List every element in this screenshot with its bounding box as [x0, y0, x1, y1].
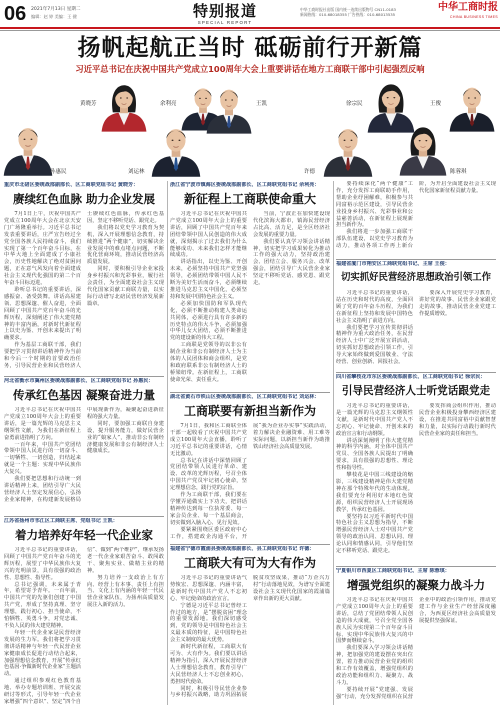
article-body [170, 575, 330, 706]
paragraph: 总书记在讲话中深情回顾了党团结带领人民进行革命、建设、改革的光辉历程，号召全体中国共产党员牢记初心使命，坚定理想信念，践行党的宗旨。 [170, 457, 247, 492]
article-headline: 新征程上工商联使命重大 [183, 192, 316, 206]
article-byline: 四川省攀枝花市东区委统战部副部长、区工商联党组书记 徐宗民： [336, 374, 486, 380]
paragraph: 习近平总书记的重要讲话，站在历史和时代的高度，全面回顾了党的百年奋斗历程，为我们在新征程上坚持和发展中国特色社会主义指明了前进方向。 [336, 290, 413, 324]
article-byline: 福建省厦门市翔安区工商联党组书记、主席 王俊： [336, 261, 450, 267]
paragraph: 我们将以党史学习教育为契机，深入开展理想信念教育，持续推进“两个健康”，切实解决企业发展中的难点堵点问题，不断优化营商环境，推动民营经济高质量发展。 [87, 224, 164, 266]
portrait-image [398, 121, 448, 177]
paragraph: 宁德是习近平总书记曾经工作过的地方，是“摆脱贫困”理念的重要发源地。我们深切感受到，党的领导是中国特色社会主义最本质的特征，是中国特色社会主义制度的最大优势。 [170, 602, 247, 644]
portrait-image [150, 121, 202, 177]
portrait-caption: 许德 [304, 169, 316, 175]
portrait-caption: 黄晓芳 [80, 101, 97, 107]
paragraph: 要发挥商会组织作用，推动民营企业积极投身攀西经济区建设，在推进共同富裕中贡献智慧和力量，以实际行动践行新时代民营企业家的责任和担当。 [419, 403, 496, 437]
paragraph: 新时代新征程，工商联大有可为、大有作为。我们要以讲话精神为指引，深入开展民营经济人士理想信念教育，教育引导广大民营经济人士不忘创业初心，勇担时代使命。 [170, 644, 247, 685]
portrait-image [205, 81, 253, 135]
paragraph: 要坚持以习近平新时代中国特色社会主义思想为指导，不断增强民营经济人士对中国共产党领导的政治认同、思想认同、理论认同和情感认同，引导他们坚定不移听党话、跟党走。 [336, 513, 413, 555]
paragraph: 习近平总书记的重要讲话，是一篇光辉的马克思主义纲领性文献，是新时代中国共产党人不忘初心、牢记使命、开创未来的政治宣言和行动纲领。 [336, 403, 413, 437]
article-beibei [4, 181, 164, 374]
section-title-english: SPECIAL REPORT [197, 20, 253, 25]
article-body-continued [336, 181, 496, 257]
article-xiangan [336, 259, 496, 371]
article-headline: 引导民营经济人士听党话跟党走 [341, 385, 491, 397]
paragraph: 讲话深刻阐明了伟大建党精神的科学内涵，对全体中国共产党员、全国各族人民提出了明确要求，具有很强的思想性、理论性和指导性。 [336, 437, 413, 472]
portrait-image [322, 121, 374, 177]
paragraph: 我们要把学习宣传贯彻讲话精神作为重大政治任务，在民营经济人士中广泛开展宣讲活动，切实抓好思想政治引领工作，引导大家始终做到爱国敬业、守法经营、创业创新、回报社会。 [336, 324, 413, 366]
paragraph: 要持续深化“两个健康”工作，充分发挥工商联助手作用，帮助企业纾困解难，积极参与共同富裕示范区建设，引导民营企业投身乡村振兴、光彩事业和公益慈善活动，在新征程上展现新担当新作为。 [336, 181, 413, 229]
newspaper-logo: 中华工商时报 [438, 2, 498, 13]
article-zhenhai [170, 181, 330, 390]
article-xixia [336, 566, 496, 706]
paragraph: 要紧紧围绕区委区政府中心工作，搭建政企沟通平台，开展“我为企业办实事”实践活动，着力解决企业融资难、用工难等实际问题，以新担当新作为助推铁山经济社会高质量发展。 [170, 423, 330, 540]
article-byline: 河北省衡水市冀州区委统战部副部长、区工商联党组书记 孙惠民： [4, 378, 154, 384]
paragraph: 总书记强调，未来属于青年，希望寄予青年。一百年前，中国共产党的先驱们创建了中国共产党，形成了坚持真理、坚守理想，践行初心、担当使命，不怕牺牲、英勇斗争，对党忠诚、不负人民的伟大建党精神。 [4, 581, 81, 629]
paragraph: 我们要把思想和行动统一到讲话精神上来，团结引导广大民营经济人士坚定发展信心，弘扬企业家精神，在构建新发展格局中展现新作为，凝聚起奋进新征程的强大力量。 [4, 407, 164, 503]
paragraph: 同时，要加强工商联自身建设，提升服务能力，做好民营企业的“娘家人”，推动非公有制经济健康发展和非公有制经济人士健康成长。 [87, 420, 164, 455]
paragraph: 作为工商联干部，我们要在学懂弄通做实上下功夫，把讲话精神传达到每一位执常委、每一家会员企业、每一个基层商会，切实做到入脑入心、见行见效。 [170, 492, 247, 526]
article-byline: 福建省宁德市霞浦县委统战部副部长、县工商联党组书记 许德： [170, 546, 315, 552]
paragraph: 攀枝花是中国三线建设的缩影，三线建设精神是伟大建党精神在那个特殊年代的生动体现。我们要充分利用好本地红色资源，组织民营经济人士开展现场教学，传承红色基因。 [336, 472, 413, 513]
publication-info [300, 7, 432, 17]
paragraph: 我们将进一步加强工商联干部队伍建设，以党史学习教育为动力，推动各项工作再上新台阶，为开启全面建设社会主义现代化国家新征程贡献力量。 [336, 181, 496, 250]
article-body [336, 403, 496, 565]
article-xiapu [170, 544, 330, 706]
article-jizhou [4, 376, 164, 515]
portrait-gallery [0, 77, 500, 179]
article-body [4, 211, 164, 374]
paragraph: 必须加快国防和军队现代化，必须不断推动构建人类命运共同体，必须进行具有许多新的历史特点的伟大斗争，必须加强中华儿女大团结，必须不断推进党的建设新的伟大工程。 [170, 300, 247, 342]
paragraph: 习近平总书记在庆祝中国共产党成立100周年大会上的重要讲话，总结了党团结带领人民创造的伟大成就，号召全党全国各族人民为实现第二个百年奋斗目标、实现中华民族伟大复兴的中国梦而继续奋斗。 [336, 597, 413, 645]
portrait-caption: 陈蓉琪 [450, 169, 467, 175]
portrait-caption: 徐宗民 [346, 101, 363, 107]
portrait-photo [205, 81, 253, 135]
portrait-image [448, 79, 496, 133]
paragraph: 聆听总书记的重要讲话，深感振奋、备受鼓舞。讲话高屋建瓴、思想深邃、催人奋进，全面回顾了中国共产党百年奋斗的光辉历程，深刻阐述了伟大建党精神的丰富内涵，对新时代新征程上以史为鉴、开创未来提出了明确要求。 [4, 286, 81, 342]
article-body [336, 597, 496, 706]
paragraph: 我们要认真学习领会讲话精神，切实把学习成果转化为推动工作的强大动力，坚持政治建会、团结立会、服务兴会、改革强会，团结引导广大民营企业家坚定不移听党话、感党恩、跟党走。 [253, 238, 330, 287]
paragraph: 同时，积极引导民营企业参与乡村振兴战略，助力巩固拓展脱贫攻坚成果，推动“万企兴万村”行动落地见效，为谱写全面建设社会主义现代化国家的霞浦篇章作出新的更大贡献。 [170, 575, 330, 699]
article-headline: 着力培养好年轻一代企业家 [15, 528, 153, 542]
portrait-caption: 孙惠民 [50, 169, 67, 175]
article-tieshan [170, 392, 330, 543]
section-title: 特别报道 [192, 2, 257, 20]
portrait-photo [448, 79, 496, 133]
paragraph: 习近平总书记在庆祝中国共产党成立100周年大会上的重要讲话，是一篇光辉的马克思主义纲领性文献，为我们在新征程上奋勇前进指明了方向。 [4, 407, 81, 441]
column-divider [167, 181, 168, 705]
column-divider [333, 181, 334, 705]
paragraph: 年轻一代企业家是民营经济发展的生力军。我们将把学习贯彻讲话精神与年轻一代民营企业家健康成长促进行动结合起来，加强理想信念教育，开展“传承红色基因·争做新时代企业家”主题活动。 [4, 629, 81, 678]
portrait-image [2, 119, 54, 177]
article-hanjiang [4, 516, 164, 706]
paragraph: 习近平总书记的重要讲话气势恢宏、思想深邃、内涵丰富，是新时代中国共产党人不忘初心、牢记使命的政治宣言。 [170, 575, 247, 602]
sub-headline: 习近平总书记在庆祝中国共产党成立100周年大会上重要讲话在地方工商联干部中引起强烈反响 [75, 64, 425, 74]
editor-credit: 编辑：赵 婷 美编：王 健 [31, 14, 77, 19]
article-headline: 切实抓好民营经济思想政治引领工作 [340, 272, 491, 283]
paragraph: 讲话指出，以史为鉴、开创未来，必须坚持中国共产党坚强领导，必须团结带领中国人民不断为美好生活而奋斗，必须继续推进马克思主义中国化，必须坚持和发展中国特色社会主义。 [170, 259, 247, 300]
paragraph: 作为基层工商联干部，我们要把学习贯彻讲话精神作为当前和今后一个时期的首要政治任务，引导民营企业和民营经济人士赓续红色血脉，传承红色基因，坚定不移听党话、跟党走。 [4, 211, 164, 369]
article-body [4, 407, 164, 514]
portrait-caption: 余利亮 [160, 101, 177, 107]
portrait-photo [322, 121, 374, 177]
header-rule-thin [0, 30, 500, 31]
paragraph: 努力培养一支政治上有方向、经营上有本事、责任上有担当、文化上有内涵的年轻一代民营企业家队伍，为扬州高质量发展注入新的活力。 [87, 574, 164, 609]
portrait-photo [150, 121, 202, 177]
portrait-photo [100, 79, 148, 133]
paragraph: 当前，宁波正在加快建设现代化滨海大都市，镇海民营经济占比高、活力足，是全区经济社会发展的重要力量。 [253, 211, 330, 238]
portrait-caption: 王俊 [430, 101, 442, 107]
page-number: 06 [4, 3, 27, 25]
article-headline: 赓续红色血脉 助力企业发展 [12, 192, 155, 206]
portrait-caption: 王凯 [256, 101, 268, 107]
paragraph: 一百年来，中国共产党团结带领中国人民进行的一切奋斗、一切牺牲、一切创造，归结起来就是一个主题：实现中华民族伟大复兴。 [4, 441, 81, 476]
article-body [4, 547, 164, 706]
article-byline: 宁夏银川市西夏区工商联党组书记、主席 陈蓉琪： [336, 568, 450, 574]
article-headline: 增强党组织的凝聚力战斗力 [347, 578, 485, 592]
article-body [170, 211, 330, 390]
header-rule [0, 27, 500, 29]
paragraph: 7月1日，我和区工商联全体干部一起收看了庆祝中国共产党成立100周年大会直播，聆听了习近平总书记的重要讲话，心情无比激动。 [170, 423, 247, 457]
paragraph: 习近平总书记在庆祝中国共产党成立100周年大会上的重要讲话，回顾了中国共产党百年来团结带领中国人民创造的伟大成就，深刻揭示了过去我们为什么能够成功、未来我们怎样才能继续成功。 [170, 211, 247, 259]
paragraph: 要深入开展党史学习教育，讲好党的故事、民营企业家跟党走的故事，推动民营企业党建工作提质增效。 [419, 290, 496, 317]
issue-date: 2021年7月13日 星期二 [31, 7, 81, 12]
article-headline: 传承红色基因 凝聚奋进力量 [12, 388, 155, 402]
paragraph: 我们要深入学习领会讲话精神，把加强党的建设摆在突出位置，着力推动民营企业党的组织和工作有效覆盖，增强党组织的政治功能和组织力、凝聚力、战斗力。 [336, 645, 413, 686]
paragraph: 工商联是党领导的以非公有制企业和非公有制经济人士为主体的人民团体和商会组织，是党和政府联系非公有制经济人士的桥梁纽带。在新征程上，工商联使命光荣、责任重大。 [170, 342, 247, 383]
article-panzhihua [336, 372, 496, 565]
paragraph: 要持续开展“党建强、发展强”行动，充分发挥党组织在民营企业中的政治引领作用，推动党建工作与企业生产经营深度融合，为西夏区经济社会高质量发展提供坚强保证。 [336, 597, 496, 700]
article-byline: 江苏省扬州市邗江区工商联主席、党组书记 王凯： [4, 518, 118, 524]
article-byline: 湖北省黄石市铁山区委统战部副部长、区工商联党组书记 刘运林： [170, 394, 320, 400]
article-headline: 工商联要有新担当新作为 [183, 404, 316, 418]
newspaper-logo-english: CHINA BUSINESS TIMES [449, 15, 498, 19]
paragraph: 习近平总书记的重要讲话，回顾了中国共产党百年奋斗的光辉历程，展望了中华民族伟大复兴的光明前景，具有很强的政治性、思想性、指导性。 [4, 547, 81, 581]
portrait-photo [398, 121, 448, 177]
article-zhenhai-continued [336, 181, 496, 257]
article-byline: 浙江省宁波市镇海区委统战部副部长、区工商联党组书记 余利亮： [170, 182, 320, 188]
paragraph: 同时，要积极引导企业家投身乡村振兴和光彩事业，履行社会责任，为全面建设社会主义现代化国家贡献工商联力量，以实际行动谱写北碚民营经济发展新篇章。 [87, 266, 164, 307]
article-body [170, 423, 330, 543]
portrait-photo [2, 119, 54, 177]
publication-info-line: 中华工商时报社出版 国内统一连续出版物号 CN11-0183 [300, 7, 396, 12]
article-headline: 工商联大有可为大有作为 [183, 556, 316, 570]
portrait-caption: 刘运林 [128, 169, 145, 175]
portrait-image [100, 79, 148, 133]
main-headline: 扬帆起航正当时 砥砺前行开新篇 [77, 34, 423, 61]
article-byline: 重庆市北碚区委统战部副部长、区工商联党组书记 黄晓芳： [4, 182, 139, 188]
publication-info-line: 新闻热线：010-68018355 广告热线：010-68013535 [300, 12, 396, 18]
paragraph: 通过组织参观红色教育基地、举办专题培训班、开展交流研讨等形式，引导年轻一代企业家增强“四个意识”、坚定“四个自信”、做到“两个维护”，继承发扬老一代企业家艰苦奋斗、敢闯敢干、聚焦实业、做精主业的精神。 [4, 547, 164, 705]
paragraph: 7月1日上午，庆祝中国共产党成立100周年大会在北京天安门广场隆重举行。习近平总书记发表重要讲话，庄严宣告经过全党全国各族人民持续奋斗，我们实现了第一个百年奋斗目标，在中华大地上全面建成了小康社会，历史性地解决了绝对贫困问题，正在意气风发向着全面建成社会主义现代化强国的第二个百年奋斗目标迈进。 [4, 211, 81, 287]
article-body [336, 290, 496, 371]
